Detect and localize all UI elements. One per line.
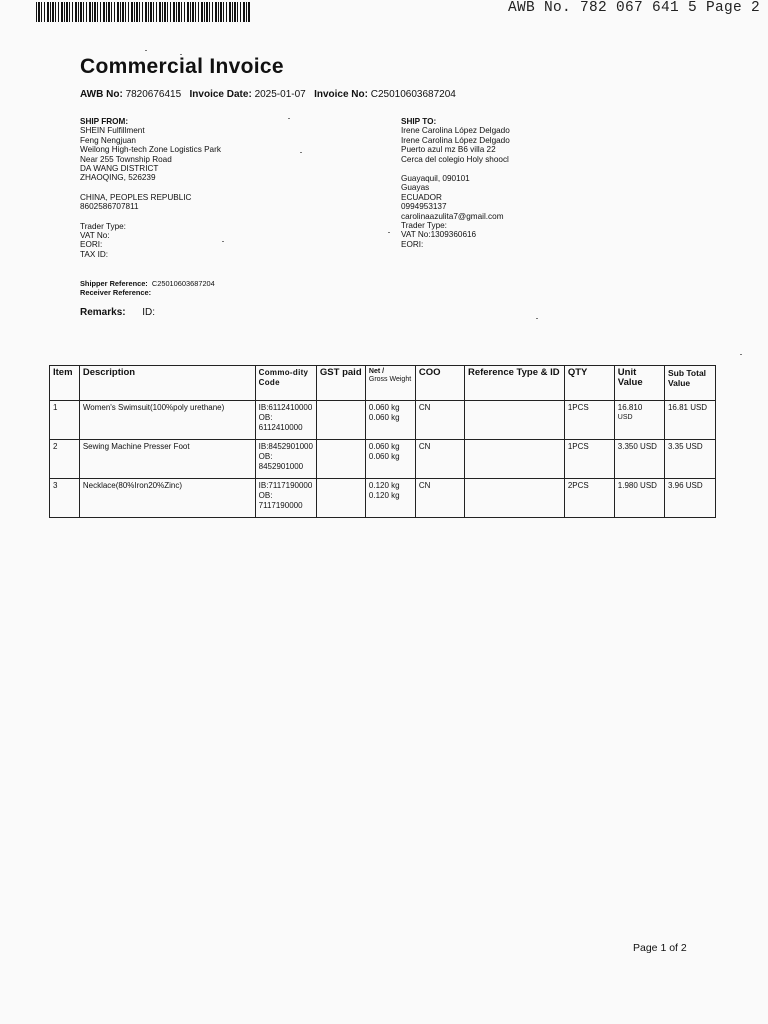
ship-to-region: Guayas bbox=[401, 183, 430, 193]
code-ib: IB:7117190000 bbox=[258, 481, 313, 490]
code-ib: IB:8452901000 bbox=[258, 442, 313, 451]
gross-weight: 0.120 kg bbox=[368, 491, 400, 500]
ship-from-block bbox=[80, 117, 380, 259]
col-weight bbox=[365, 366, 415, 401]
col-reference: Reference Type & ID bbox=[464, 366, 564, 401]
ship-to-trader-type: Trader Type: bbox=[401, 221, 447, 231]
cell-description: Necklace(80%Iron20%Zinc) bbox=[79, 479, 255, 518]
table-row bbox=[50, 479, 716, 518]
cell-weight bbox=[365, 440, 415, 479]
ship-to-block bbox=[401, 117, 701, 249]
awb-stamp: AWB No. 782 067 641 5 Page 2 bbox=[507, 0, 760, 16]
unit-currency: USD bbox=[617, 414, 633, 421]
code-ob: 7117190000 bbox=[258, 501, 303, 510]
remarks-id-label: ID: bbox=[142, 307, 156, 318]
shipper-ref-value: C25010603687204 bbox=[151, 279, 215, 288]
scan-speck bbox=[300, 152, 302, 153]
cell-coo: CN bbox=[415, 479, 464, 518]
ship-from-eori: EORI: bbox=[80, 240, 103, 250]
cell-description: Sewing Machine Presser Foot bbox=[79, 440, 255, 479]
cell-subtotal: 16.81 USD bbox=[664, 401, 715, 440]
col-qty: QTY bbox=[564, 366, 614, 401]
table-header-row bbox=[50, 366, 716, 401]
ship-from-line: ZHAOQING, 526239 bbox=[80, 173, 156, 183]
page-title: Commercial Invoice bbox=[80, 55, 284, 78]
gross-weight: 0.060 kg bbox=[368, 452, 400, 461]
cell-reference bbox=[464, 440, 564, 479]
unit-value: 1.980 USD bbox=[617, 481, 657, 490]
ship-from-line: SHEIN Fulfillment bbox=[80, 126, 145, 136]
code-ib: IB:6112410000 bbox=[258, 403, 313, 412]
cell-subtotal: 3.96 USD bbox=[664, 479, 715, 518]
ship-from-tax-id: TAX ID: bbox=[80, 249, 109, 259]
ship-from-country: CHINA, PEOPLES REPUBLIC bbox=[80, 192, 192, 202]
scan-speck bbox=[145, 50, 147, 51]
cell-item: 2 bbox=[50, 440, 80, 479]
ship-to-eori: EORI: bbox=[401, 239, 424, 249]
ship-from-line: DA WANG DISTRICT bbox=[80, 164, 159, 174]
cell-qty: 1PCS bbox=[564, 401, 614, 440]
shipper-ref-label: Shipper Reference: bbox=[80, 279, 148, 288]
code-ob: 6112410000 bbox=[258, 423, 303, 432]
ship-to-line: Puerto azul mz B6 villa 22 bbox=[401, 145, 496, 155]
scan-speck bbox=[388, 232, 390, 233]
cell-weight bbox=[365, 479, 415, 518]
scan-speck bbox=[288, 118, 290, 119]
col-description: Description bbox=[79, 366, 255, 401]
remarks-line bbox=[80, 307, 155, 318]
cell-weight bbox=[365, 401, 415, 440]
invoice-no-label: Invoice No: bbox=[314, 89, 368, 100]
col-gst-paid: GST paid bbox=[316, 366, 365, 401]
code-ob-label: OB: bbox=[258, 452, 273, 461]
ship-to-line: Irene Carolina López Delgado bbox=[401, 126, 510, 136]
cell-commodity bbox=[255, 479, 316, 518]
cell-gst bbox=[316, 440, 365, 479]
cell-gst bbox=[316, 479, 365, 518]
invoice-header-line bbox=[80, 89, 456, 100]
cell-qty: 1PCS bbox=[564, 440, 614, 479]
cell-unit-value bbox=[614, 479, 664, 518]
cell-item: 1 bbox=[50, 401, 80, 440]
scan-speck bbox=[536, 318, 538, 319]
cell-unit-value bbox=[614, 440, 664, 479]
ship-to-vat: VAT No:1309360616 bbox=[401, 230, 477, 240]
cell-qty: 2PCS bbox=[564, 479, 614, 518]
col-subtotal: Sub Total Value bbox=[664, 366, 715, 401]
col-weight-gross: Gross Weight bbox=[368, 376, 412, 383]
cell-reference bbox=[464, 479, 564, 518]
table-row bbox=[50, 440, 716, 479]
receiver-ref-label: Receiver Reference: bbox=[80, 288, 152, 297]
awb-value: 7820676415 bbox=[125, 89, 182, 100]
cell-reference bbox=[464, 401, 564, 440]
code-ob-label: OB: bbox=[258, 413, 273, 422]
col-unit-value: Unit Value bbox=[614, 366, 664, 401]
ship-to-phone: 0994953137 bbox=[401, 202, 447, 212]
scan-speck bbox=[180, 54, 182, 55]
ship-from-line: Near 255 Township Road bbox=[80, 154, 172, 164]
ship-to-label: SHIP TO: bbox=[401, 117, 437, 126]
page-number: Page 1 of 2 bbox=[633, 942, 687, 954]
cell-subtotal: 3.35 USD bbox=[664, 440, 715, 479]
net-weight: 0.060 kg bbox=[368, 403, 400, 412]
cell-coo: CN bbox=[415, 440, 464, 479]
references-block bbox=[80, 279, 215, 297]
gross-weight: 0.060 kg bbox=[368, 413, 400, 422]
col-weight-net: Net / bbox=[368, 368, 385, 375]
cell-unit-value bbox=[614, 401, 664, 440]
col-coo: COO bbox=[415, 366, 464, 401]
items-table bbox=[49, 365, 716, 518]
cell-coo: CN bbox=[415, 401, 464, 440]
unit-value: 3.350 USD bbox=[617, 442, 657, 451]
ship-to-line: Cerca del colegio Holy shoocl bbox=[401, 154, 509, 164]
table-row bbox=[50, 401, 716, 440]
invoice-no-value: C25010603687204 bbox=[370, 89, 456, 100]
cell-gst bbox=[316, 401, 365, 440]
code-ob-label: OB: bbox=[258, 491, 273, 500]
invoice-date-value: 2025-01-07 bbox=[254, 89, 306, 100]
net-weight: 0.120 kg bbox=[368, 481, 400, 490]
ship-from-vat: VAT No: bbox=[80, 231, 110, 241]
barcode bbox=[36, 2, 250, 22]
cell-description: Women's Swimsuit(100%poly urethane) bbox=[79, 401, 255, 440]
ship-from-phone: 8602586707811 bbox=[80, 202, 139, 212]
ship-from-label: SHIP FROM: bbox=[80, 117, 129, 126]
net-weight: 0.060 kg bbox=[368, 442, 400, 451]
ship-to-email: carolinaazulita7@gmail.com bbox=[401, 211, 504, 221]
ship-to-country: ECUADOR bbox=[401, 192, 442, 202]
awb-label: AWB No: bbox=[80, 89, 123, 100]
cell-commodity bbox=[255, 401, 316, 440]
scan-speck bbox=[222, 241, 224, 242]
ship-to-city: Guayaquil, 090101 bbox=[401, 174, 470, 184]
invoice-date-label: Invoice Date: bbox=[189, 89, 252, 100]
code-ob: 8452901000 bbox=[258, 462, 304, 471]
col-item: Item bbox=[50, 366, 80, 401]
cell-item: 3 bbox=[50, 479, 80, 518]
ship-to-line: Irene Carolina López Delgado bbox=[401, 135, 510, 145]
ship-from-line: Weilong High-tech Zone Logistics Park bbox=[80, 145, 221, 155]
cell-commodity bbox=[255, 440, 316, 479]
ship-from-line: Feng Nengjuan bbox=[80, 135, 136, 145]
scan-speck bbox=[740, 354, 742, 355]
remarks-label: Remarks: bbox=[80, 307, 126, 318]
unit-value: 16.810 bbox=[617, 403, 643, 412]
col-commodity-code: Commo-dity Code bbox=[255, 366, 316, 401]
ship-from-trader-type: Trader Type: bbox=[80, 221, 126, 231]
